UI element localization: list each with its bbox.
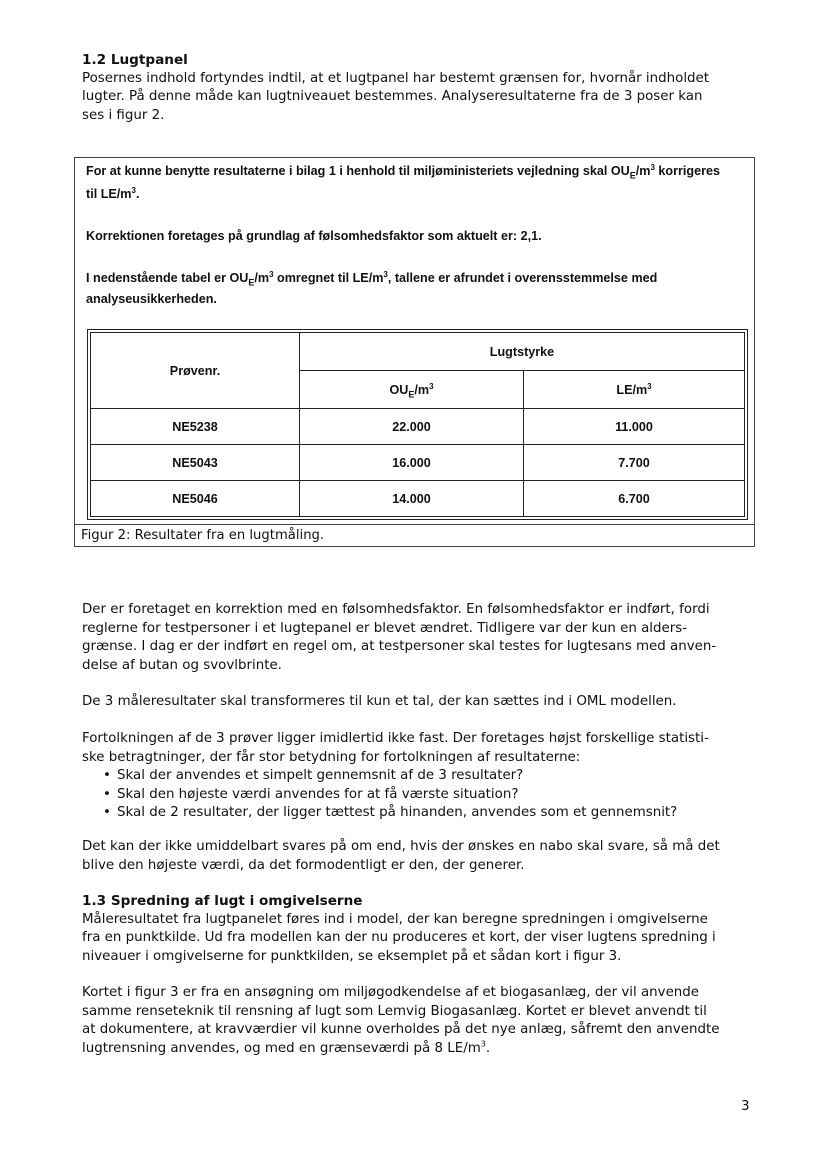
bullet-icon: • [103,786,111,802]
cell-sample: NE5046 [91,481,300,517]
paragraph-line: ske betragtninger, der får stor betydning for fortolkningen af resultaterne: [82,749,581,765]
cell-sample: NE5043 [91,445,300,481]
cell-le: 11.000 [524,409,745,445]
figure-paragraph-2: Korrektionen foretages på grundlag af følsomhedsfaktor som aktuelt er: 2,1. [86,229,542,243]
figure-caption: Figur 2: Resultater fra en lugtmåling. [81,528,325,543]
paragraph-line: lugtrensning anvendes, og med en grænseværdi på 8 $LE/m^3$. [82,1039,491,1056]
header-odor-strength: Lugtstyrke [300,333,745,371]
figure-paragraph-3-line-2: analyseusikkerheden. [86,292,217,306]
paragraph-line: reglerne for testpersoner i et lugtepanel er blevet ændret. Tidligere var der kun en alders- [82,620,688,636]
header-unit-le: $LE/m^3$ [524,371,745,409]
list-item: • Skal de 2 resultater, der ligger tættest på hinanden, anvendes som et gennemsnit? [82,804,754,823]
section-heading: 1.3 Spredning af lugt i omgivelserne [82,893,363,909]
section-1-3 [82,892,754,966]
figure-paragraph-1: For at kunne benytte resultaterne i bilag 1 i henhold til miljøministeriets vejledning skal $OU_E/m^3$ korrigeres [86,162,721,181]
results-table-frame [87,329,748,520]
figure-paragraph-3: I nedenstående tabel er $OU_E/m^3$ omregnet til $LE/m^3$, tallene er afrundet i overensstemmelse med [86,269,658,288]
page-number: 3 [741,1099,750,1114]
cell-ou: 22.000 [300,409,524,445]
paragraph-line: De 3 måleresultater skal transformeres til kun et tal, der kan sættes ind i OML modellen. [82,694,677,709]
paragraph-line: Måleresultatet fra lugtpanelet føres ind i model, der kan beregne spredningen i omgivelserne [82,911,708,927]
paragraph-line: ses i figur 2. [82,107,165,123]
paragraph-line: Kortet i figur 3 er fra en ansøgning om miljøgodkendelse af et biogasanlæg, der vil anvende [82,985,700,1000]
paragraph-line: Posernes indhold fortyndes indtil, at et lugtpanel har bestemt grænsen for, hvornår indholdet [82,70,710,86]
paragraph-line: Det kan der ikke umiddelbart svares på om end, hvis der ønskes en nabo skal svare, så må det [82,839,720,854]
bullet-icon: • [103,805,111,821]
list-item: • Skal der anvendes et simpelt gennemsnit af de 3 resultater? [82,767,754,786]
body-paragraph-1 [82,601,754,675]
body-paragraph-2 [82,693,754,712]
cell-sample: NE5238 [91,409,300,445]
paragraph-line: samme renseteknik til rensning af lugt som Lemvig Biogasanlæg. Kortet er blevet anvendt til [82,1003,707,1019]
cell-le: 7.700 [524,445,745,481]
paragraph-line: niveauer i omgivelserne for punktkilden, se eksemplet på et sådan kort i figur 3. [82,948,622,964]
cell-ou: 14.000 [300,481,524,517]
section-1-2 [82,51,754,125]
figure-paragraph-1-line-2: til $LE/m^3$. [86,185,140,201]
bullet-icon: • [103,768,111,783]
results-table [90,332,745,517]
list-item: • Skal den højeste værdi anvendes for at få værste situation? [82,786,754,805]
section-heading: 1.2 Lugtpanel [82,52,188,68]
paragraph-line: grænse. I dag er der indført en regel om, at testpersoner skal testes for lugtesans med anven- [82,639,717,655]
paragraph-line: lugter. På denne måde kan lugtniveauet bestemmes. Analyseresultaterne fra de 3 poser kan [82,89,703,105]
paragraph-line: fra en punktkilde. Ud fra modellen kan der nu produceres et kort, der viser lugtens spredning i [82,930,716,946]
table-row [91,409,745,445]
cell-ou: 16.000 [300,445,524,481]
table-row [91,481,745,517]
body-paragraph-4 [82,838,754,875]
table-row [91,445,745,481]
figure-content [75,158,754,525]
cell-le: 6.700 [524,481,745,517]
paragraph-line: delse af butan og svovlbrinte. [82,657,282,673]
question-list [82,767,754,823]
section-1-3-paragraph-2 [82,984,754,1058]
paragraph-line: Der er foretaget en korrektion med en følsomhedsfaktor. En følsomhedsfaktor er indført, fordi [82,602,710,617]
paragraph-line: blive den højeste værdi, da det formodentligt er den, der generer. [82,857,525,873]
header-sample: Prøvenr. [91,333,300,409]
paragraph-line: at dokumentere, at kravværdier vil kunne overholdes på det nye anlæg, såfremt den anvendte [82,1022,720,1038]
figure-2 [74,157,755,547]
header-unit-ou: $OU_E/m^3$ [300,371,524,409]
body-paragraph-3 [82,730,754,767]
paragraph-line: Fortolkningen af de 3 prøver ligger imidlertid ikke fast. Der foretages højst forskellige statisti- [82,731,709,746]
